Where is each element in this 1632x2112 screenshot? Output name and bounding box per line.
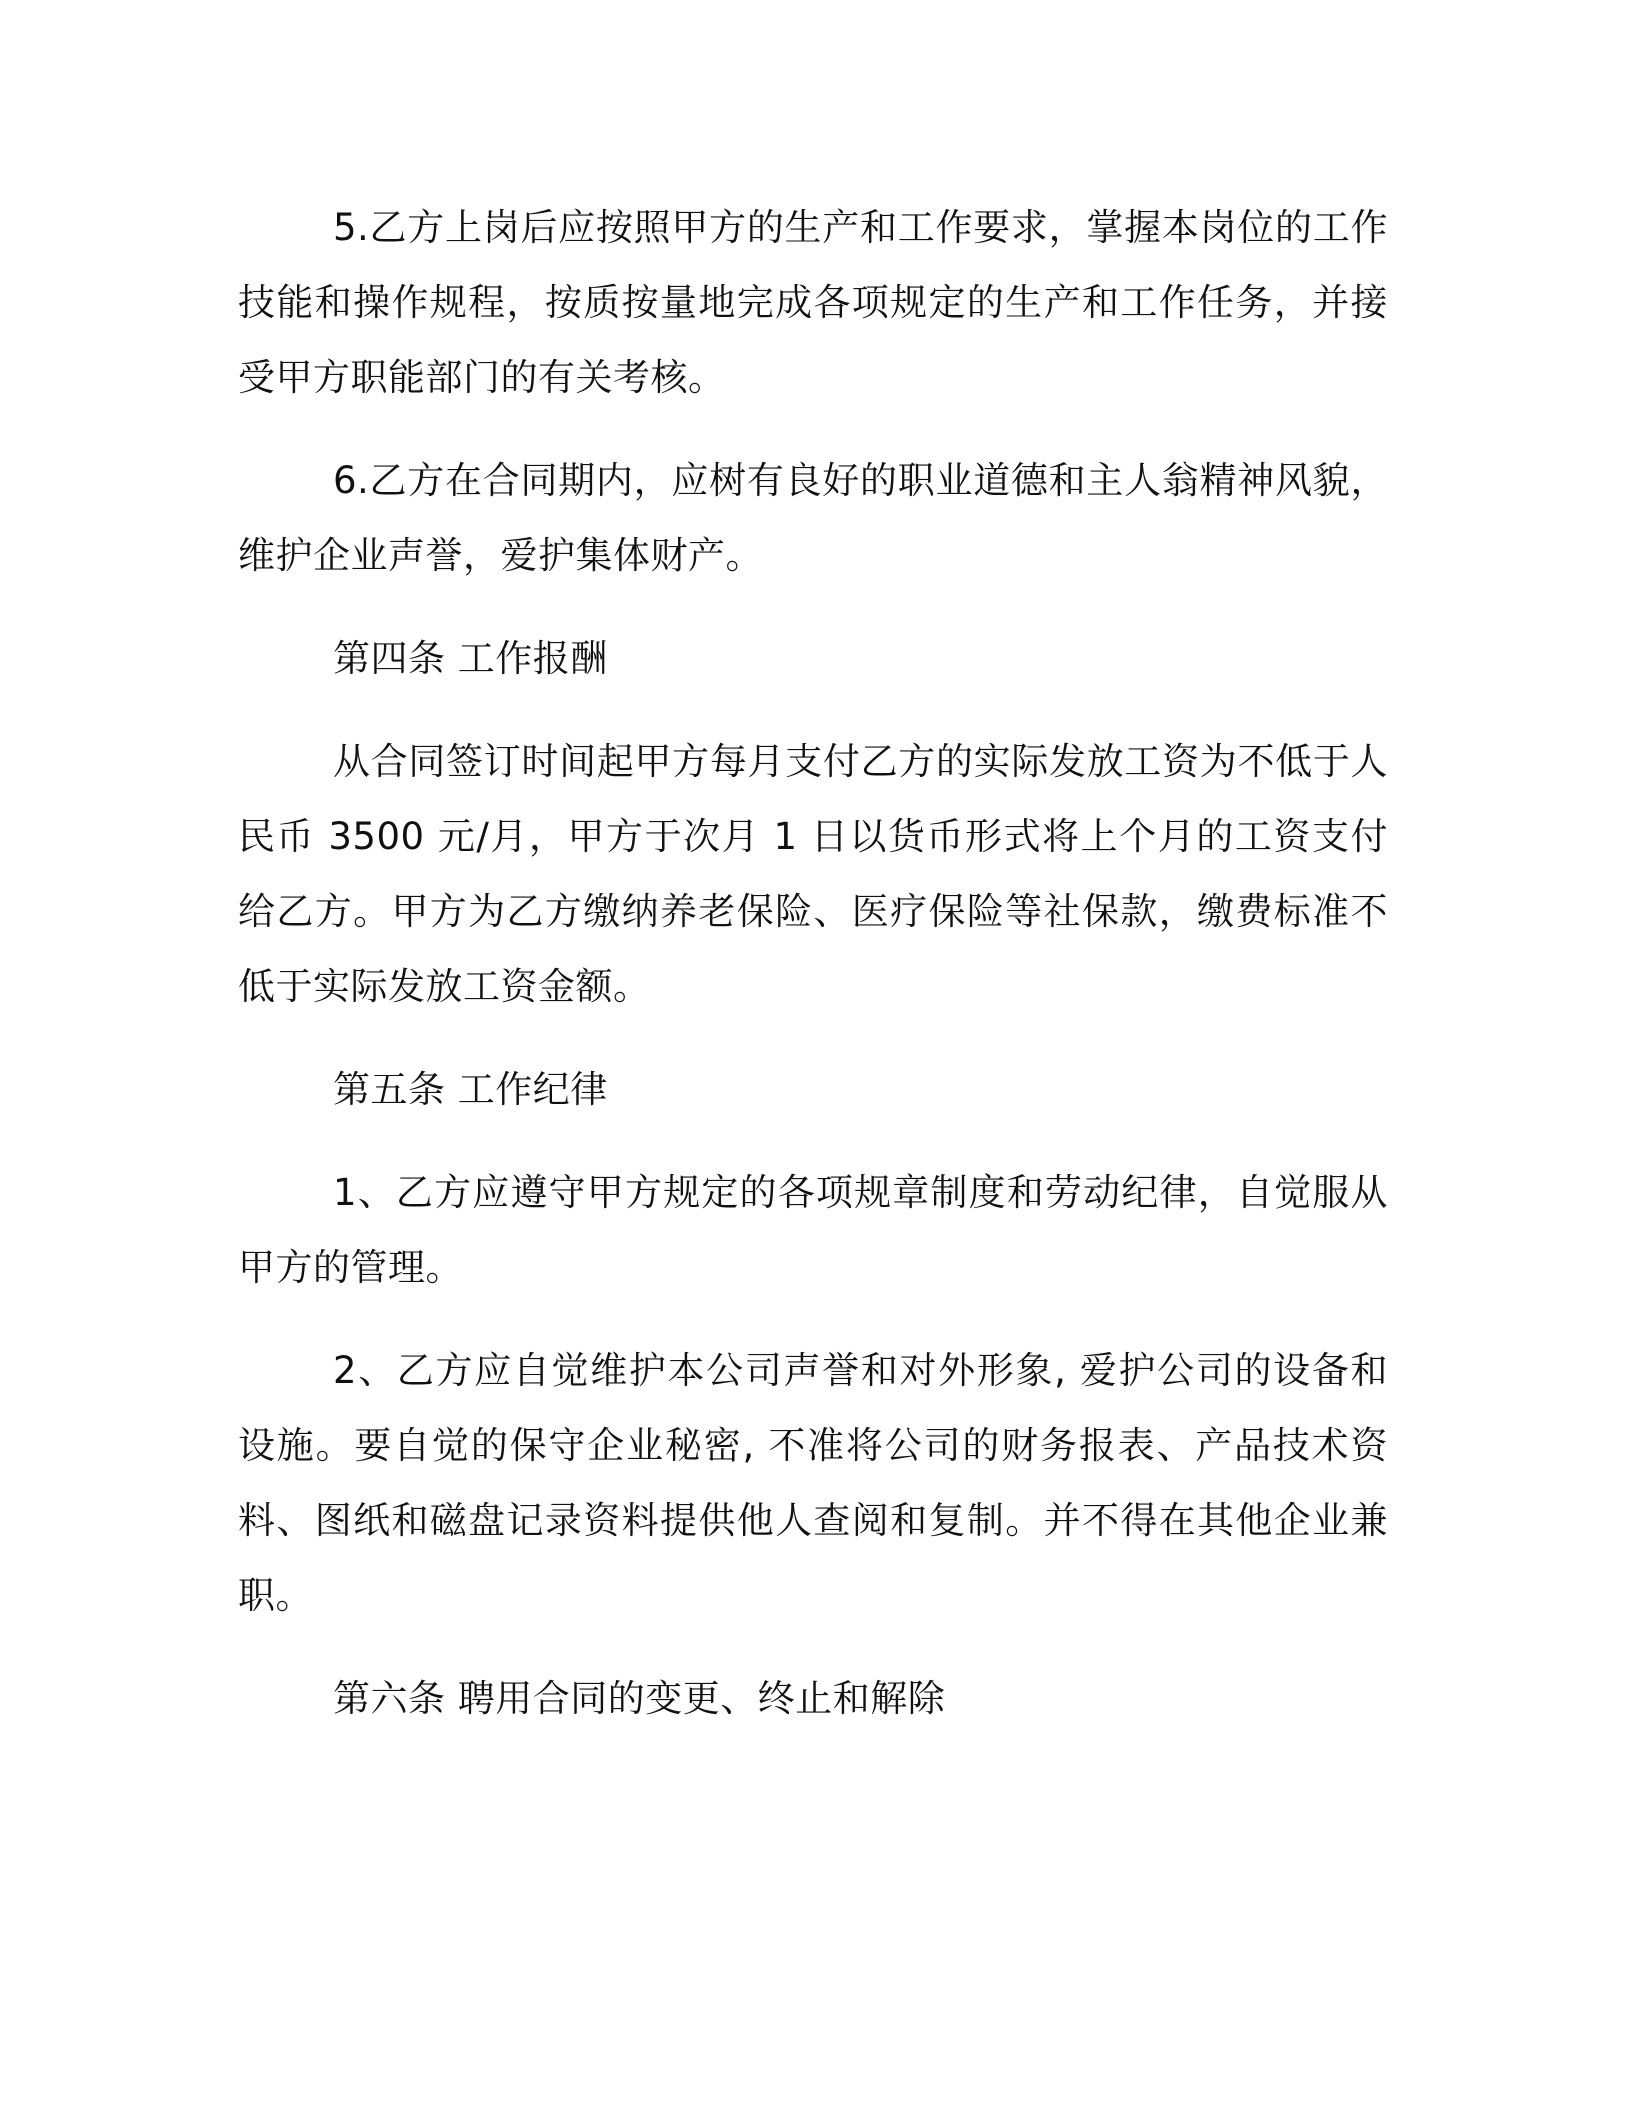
clause-3-item-6: 6.乙方在合同期内，应树有良好的职业道德和主人翁精神风貌，维护企业声誉，爱护集体财产。 [238,459,1388,577]
clause-3-item-5: 5.乙方上岗后应按照甲方的生产和工作要求，掌握本岗位的工作技能和操作规程，按质按量地完成各项规定的生产和工作任务，并接受甲方职能部门的有关考核。 [238,206,1388,399]
document-body [238,190,1388,1764]
article-5-item-1: 1、乙方应遵守甲方规定的各项规章制度和劳动纪律，自觉服从甲方的管理。 [238,1171,1388,1289]
article-6-heading: 第六条 聘用合同的变更、终止和解除 [333,1677,946,1720]
article-5-item-2: 2、乙方应自觉维护本公司声誉和对外形象, 爱护公司的设备和设施。要自觉的保守企业秘密, 不准将公司的财务报表、产品技术资料、图纸和磁盘记录资料提供他人查阅和复制。并不得在其他企业兼职。 [238,1349,1388,1617]
article-5-heading: 第五条 工作纪律 [333,1068,608,1111]
article-4-body: 从合同签订时间起甲方每月支付乙方的实际发放工资为不低于人民币 3500 元/月，甲方于次月 1 日以货币形式将上个月的工资支付给乙方。甲方为乙方缴纳养老保险、医疗保险等社保款，缴费标准不低于实际发放工资金额。 [238,740,1388,1008]
article-4-heading: 第四条 工作报酬 [333,637,608,680]
